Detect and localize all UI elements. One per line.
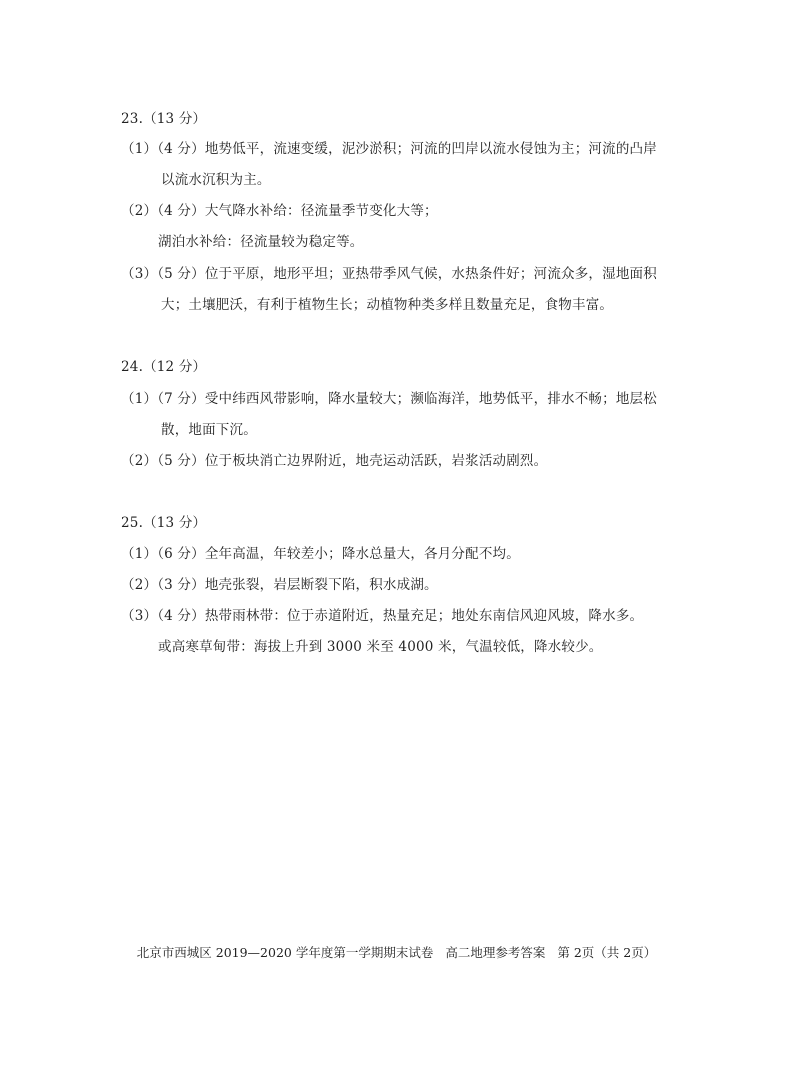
section-24-q2-line1: （2）（5 分）位于板块消亡边界附近，地壳运动活跃，岩浆活动剧烈。 bbox=[121, 453, 548, 469]
footer-page-info: 第 2页（共 2页） bbox=[557, 945, 657, 960]
section-24-q1-line1: （1）（7 分）受中纬西风带影响，降水量较大；濒临海洋，地势低平，排水不畅；地层松 bbox=[121, 391, 657, 407]
section-25-q1-line1: （1）（6 分）全年高温，年较差小；降水总量大，各月分配不均。 bbox=[121, 546, 520, 562]
section-25-q3-line1: （3）（4 分）热带雨林带：位于赤道附近，热量充足；地处东南信风迎风坡，降水多。 bbox=[121, 608, 644, 624]
section-23-q2-line1: （2）（4 分）大气降水补给：径流量季节变化大等； bbox=[121, 203, 438, 219]
section-23-q3-line1: （3）（5 分）位于平原，地形平坦；亚热带季风气候，水热条件好；河流众多，湿地面积 bbox=[121, 266, 657, 282]
section-24-heading: 24.（12 分） bbox=[121, 359, 207, 375]
section-23-q1-line1: （1）（4 分）地势低平，流速变缓，泥沙淤积；河流的凹岸以流水侵蚀为主；河流的凸岸 bbox=[121, 141, 657, 157]
section-23-heading: 23.（13 分） bbox=[121, 111, 207, 127]
footer-subject: 高二地理参考答案 bbox=[445, 945, 546, 960]
section-25-q2-line1: （2）（3 分）地壳张裂，岩层断裂下陷，积水成湖。 bbox=[121, 577, 438, 593]
section-25-q3-line2: 或高寒草甸带：海拔上升到 3000 米至 4000 米，气温较低，降水较少。 bbox=[158, 639, 603, 655]
section-23-q1-line2: 以流水沉积为主。 bbox=[161, 172, 271, 188]
section-23-q2-line2: 湖泊水补给：径流量较为稳定等。 bbox=[158, 234, 364, 250]
section-23-q3-line2: 大；土壤肥沃，有利于植物生长；动植物种类多样且数量充足，食物丰富。 bbox=[161, 297, 614, 313]
page-footer bbox=[0, 944, 793, 962]
section-24-q1-line2: 散，地面下沉。 bbox=[161, 422, 257, 438]
section-25-heading: 25.（13 分） bbox=[121, 515, 207, 531]
footer-exam-title: 北京市西城区 2019—2020 学年度第一学期期末试卷 bbox=[136, 945, 434, 960]
